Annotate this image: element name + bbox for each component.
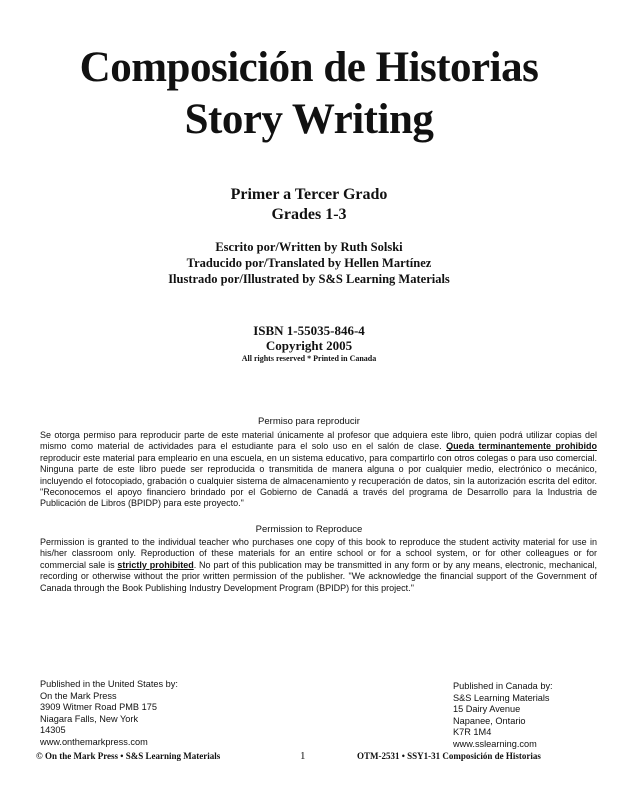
publisher-ca-address <box>453 681 553 751</box>
publisher-ca-postal: K7R 1M4 <box>453 727 492 738</box>
publisher-ca-city: Napanee, Ontario <box>453 715 526 726</box>
grade-english: Grades 1-3 <box>271 206 347 223</box>
permission-text-english <box>40 537 597 594</box>
isbn-number: ISBN 1-55035-846-4 <box>253 323 365 338</box>
publisher-us-heading: Published in the United States by: <box>40 679 178 689</box>
permission-emphasis-spanish: Queda terminantemente prohibido <box>446 441 598 452</box>
publisher-us-address <box>40 679 178 749</box>
permission-heading-spanish: Permiso para reproducir <box>258 416 360 427</box>
permission-text-english-end: . No part of this publication may be transmitted in any form or by any means, electronic, mechanical, recording or otherwise without the prior written permission of the publisher. "We acknowledge the financial support of the Government of Canada through the Book Publishing Industry Development Program (BPIDP) for this project." <box>40 559 597 593</box>
publisher-us-city: Niagara Falls, New York <box>40 713 139 724</box>
publisher-ca-name: S&S Learning Materials <box>453 692 550 703</box>
credit-illustrated: Ilustrado por/Illustrated by S&S Learning Materials <box>168 272 450 286</box>
rights-notice: All rights reserved * Printed in Canada <box>241 354 377 363</box>
publisher-us-website[interactable]: www.onthemarkpress.com <box>40 736 148 747</box>
footer-catalog: OTM-2531 • SSY1-31 Composición de Historias <box>357 751 541 761</box>
permission-text-spanish <box>40 430 597 510</box>
publisher-us-zip: 14305 <box>40 725 66 736</box>
grade-spanish: Primer a Tercer Grado <box>230 186 388 203</box>
credit-translated: Traducido por/Translated by Hellen Martínez <box>186 256 432 270</box>
title-english: Story Writing <box>184 96 434 143</box>
publisher-us-street: 3909 Witmer Road PMB 175 <box>40 702 157 713</box>
permission-heading-english: Permission to Reproduce <box>255 524 363 535</box>
footer-copyright: © On the Mark Press • S&S Learning Materials <box>36 751 221 761</box>
permission-text-english-start: Permission is granted to the individual teacher who purchases one copy of this book to reproduce the student activity material for use in his/her classroom only. Reproduction of these materials for an entire school or for a school system, or for other colleagues or for commercial sale is <box>40 537 597 570</box>
permission-emphasis-english: strictly prohibited <box>117 559 194 570</box>
publisher-ca-street: 15 Dairy Avenue <box>453 704 521 715</box>
credit-written: Escrito por/Written by Ruth Solski <box>215 240 403 254</box>
permission-text-spanish-start: Se otorga permiso para reproducir parte de este material únicamente al profesor que adquiera este libro, quien podrá utilizar copias del mismo como material de actividades para el estudiante para el solo uso en el salón de clase. <box>40 430 597 452</box>
publisher-ca-heading: Published in Canada by: <box>453 681 553 691</box>
permission-text-spanish-end: reproducir este material para empleario en una escuela, en un sistema educativo, para compartirlo con otros colegas o para uso comercial. Ninguna parte de este libro puede ser reproducida o transmitida de manera alguna o por cualquier medio, electrónico o mecánico, incluyendo el fotocopiado, grabación o cualquier sistema de almacenamiento y recuperación de datos, sin la autorización escrita del editor. "Reconocemos el apoyo financiero brindado por el Gobierno de Canadá a través del programa de Desarrollo para la Industria de Publicación de Libros (BPIDP) para este proyecto." <box>40 452 597 509</box>
copyright-year: Copyright 2005 <box>265 338 353 353</box>
publisher-ca-website[interactable]: www.sslearning.com <box>453 738 537 749</box>
title-spanish: Composición de Historias <box>79 44 539 91</box>
page-number: 1 <box>300 750 306 762</box>
publisher-us-name: On the Mark Press <box>40 690 117 701</box>
